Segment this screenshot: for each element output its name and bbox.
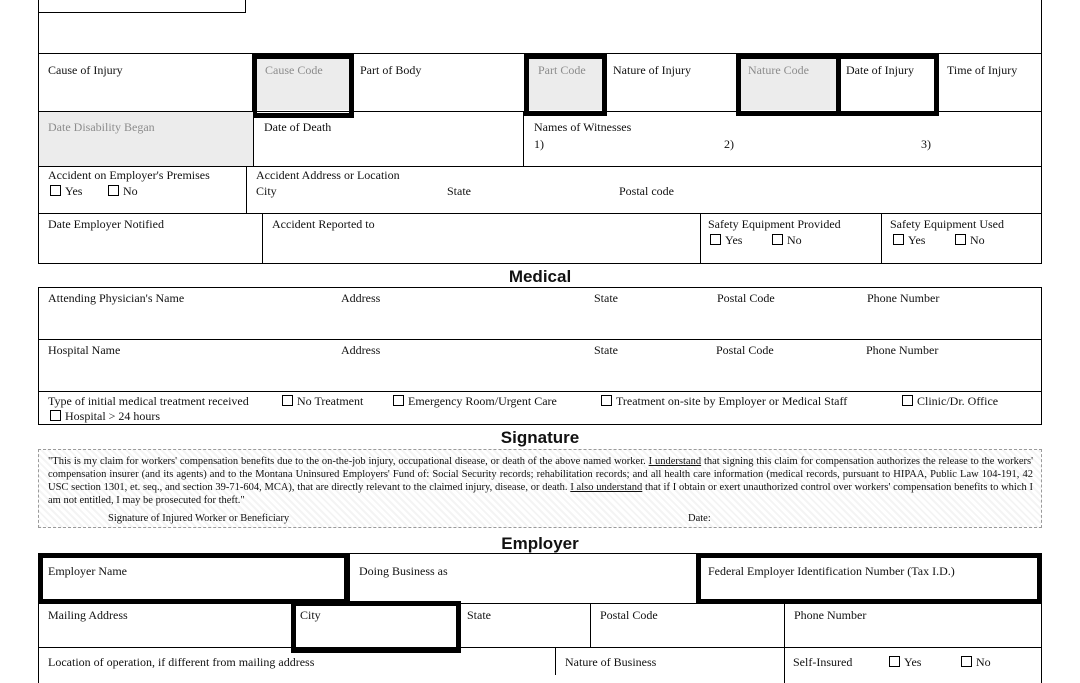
cause-code-label: Cause Code <box>265 63 323 77</box>
part-code-label: Part Code <box>538 63 586 77</box>
safety-used-yes-option[interactable] <box>893 233 925 247</box>
mailing-address-label: Mailing Address <box>48 608 128 622</box>
premises-no-checkbox[interactable] <box>108 185 119 196</box>
accident-state-label: State <box>447 184 471 198</box>
employer-state-label: State <box>467 608 491 622</box>
witness-3-label: 3) <box>921 137 931 151</box>
treatment-none-checkbox[interactable] <box>282 395 293 406</box>
employer-name-box[interactable] <box>38 553 349 604</box>
names-of-witnesses-label: Names of Witnesses <box>534 120 632 134</box>
medical-heading: Medical <box>508 267 572 286</box>
safety-provided-no-checkbox[interactable] <box>772 234 783 245</box>
physician-address-label: Address <box>341 291 381 305</box>
signature-statement: "This is my claim for workers' compensation benefits due to the on-the-job injury, occupational disease, or death of the above named worker. I understand that signing this claim for compensation authorizes the release to the workers' compensation insurer (and its agents) and to the Montana Uninsured Employers' Fund of: Social Security records; rehabilitation records; and all health care information (medical records, pursuant to HIPAA, Public Law 104-191, 42 USC section 1301, et. seq., and section 39-71-604, MCA), that are directly relevant to the claimed injury, disease, or death. I also understand that if I obtain or exert unauthorized control over workers' compensation benefits to which I am not entitled, I may be prosecuted for theft." <box>48 456 1034 506</box>
safety-provided-yes-text: Yes <box>725 233 743 247</box>
premises-yes-option[interactable] <box>50 184 82 198</box>
cause-of-injury-label: Cause of Injury <box>48 63 123 77</box>
date-disability-began-label: Date Disability Began <box>48 120 155 134</box>
employer-phone-label: Phone Number <box>794 608 867 622</box>
physician-state-label: State <box>594 291 618 305</box>
accident-address-label: Accident Address or Location <box>256 168 400 182</box>
date-of-injury-label: Date of Injury <box>846 63 914 77</box>
premises-yes-checkbox[interactable] <box>50 185 61 196</box>
fein-box[interactable] <box>696 553 1042 604</box>
accident-city-label: City <box>256 184 277 198</box>
safety-used-label: Safety Equipment Used <box>890 217 1004 231</box>
signature-date-label[interactable]: Date: <box>688 513 711 524</box>
treatment-onsite-option[interactable] <box>601 394 847 408</box>
employer-city-label: City <box>300 608 321 622</box>
safety-used-no-option[interactable] <box>955 233 985 247</box>
treatment-onsite-checkbox[interactable] <box>601 395 612 406</box>
nature-code-label: Nature Code <box>748 63 809 77</box>
physician-postal-code-label: Postal Code <box>717 291 775 305</box>
hospital-postal-code-label: Postal Code <box>716 343 774 357</box>
physician-name-label: Attending Physician's Name <box>48 291 185 305</box>
safety-provided-label: Safety Equipment Provided <box>708 217 841 231</box>
location-of-operation-label: Location of operation, if different from mailing address <box>48 655 315 669</box>
date-of-death-label: Date of Death <box>264 120 332 134</box>
self-insured-yes-checkbox[interactable] <box>889 656 900 667</box>
safety-used-no-text: No <box>970 233 985 247</box>
safety-provided-no-option[interactable] <box>772 233 802 247</box>
employer-name-label: Employer Name <box>48 564 127 578</box>
treatment-hospital-text: Hospital > 24 hours <box>65 409 161 423</box>
witness-2-label: 2) <box>724 137 734 151</box>
treatment-hospital-option[interactable] <box>50 409 160 423</box>
treatment-none-text: No Treatment <box>297 394 364 408</box>
treatment-er-text: Emergency Room/Urgent Care <box>408 394 557 408</box>
self-insured-no-checkbox[interactable] <box>961 656 972 667</box>
nature-of-business-label: Nature of Business <box>565 655 657 669</box>
self-insured-yes-text: Yes <box>904 655 922 669</box>
employer-heading: Employer <box>501 534 579 553</box>
time-of-injury-label: Time of Injury <box>947 63 1018 77</box>
premises-no-option[interactable] <box>108 184 138 198</box>
treatment-type-label: Type of initial medical treatment received <box>48 394 249 408</box>
treatment-er-checkbox[interactable] <box>393 395 404 406</box>
treatment-er-option[interactable] <box>393 394 557 408</box>
premises-yes-text: Yes <box>65 184 83 198</box>
hospital-phone-label: Phone Number <box>866 343 939 357</box>
safety-provided-yes-checkbox[interactable] <box>710 234 721 245</box>
treatment-hospital-checkbox[interactable] <box>50 410 61 421</box>
safety-used-no-checkbox[interactable] <box>955 234 966 245</box>
treatment-clinic-checkbox[interactable] <box>902 395 913 406</box>
accident-on-premises-label: Accident on Employer's Premises <box>48 168 210 182</box>
treatment-clinic-text: Clinic/Dr. Office <box>917 394 999 408</box>
accident-postal-code-label: Postal code <box>619 184 674 198</box>
top-fragment-box <box>38 0 246 13</box>
accident-reported-to-label: Accident Reported to <box>272 217 375 231</box>
hospital-address-label: Address <box>341 343 381 357</box>
employer-postal-code-label: Postal Code <box>600 608 658 622</box>
doing-business-as-label: Doing Business as <box>359 564 448 578</box>
treatment-clinic-option[interactable] <box>902 394 998 408</box>
witness-1-label: 1) <box>534 137 544 151</box>
date-employer-notified-label: Date Employer Notified <box>48 217 164 231</box>
safety-provided-no-text: No <box>787 233 802 247</box>
nature-of-injury-label: Nature of Injury <box>613 63 691 77</box>
safety-used-yes-checkbox[interactable] <box>893 234 904 245</box>
signature-heading: Signature <box>500 428 580 447</box>
treatment-onsite-text: Treatment on-site by Employer or Medical Staff <box>616 394 848 408</box>
safety-provided-yes-option[interactable] <box>710 233 742 247</box>
physician-phone-label: Phone Number <box>867 291 940 305</box>
signature-line-label[interactable]: Signature of Injured Worker or Beneficiary <box>108 513 290 524</box>
self-insured-no-text: No <box>976 655 991 669</box>
fein-label: Federal Employer Identification Number (Tax I.D.) <box>708 564 955 578</box>
hospital-name-label: Hospital Name <box>48 343 121 357</box>
self-insured-no-option[interactable] <box>961 655 991 669</box>
safety-used-yes-text: Yes <box>908 233 926 247</box>
self-insured-label: Self-Insured <box>793 655 853 669</box>
self-insured-yes-option[interactable] <box>889 655 921 669</box>
premises-no-text: No <box>123 184 138 198</box>
hospital-state-label: State <box>594 343 618 357</box>
treatment-none-option[interactable] <box>282 394 363 408</box>
part-of-body-label: Part of Body <box>360 63 422 77</box>
